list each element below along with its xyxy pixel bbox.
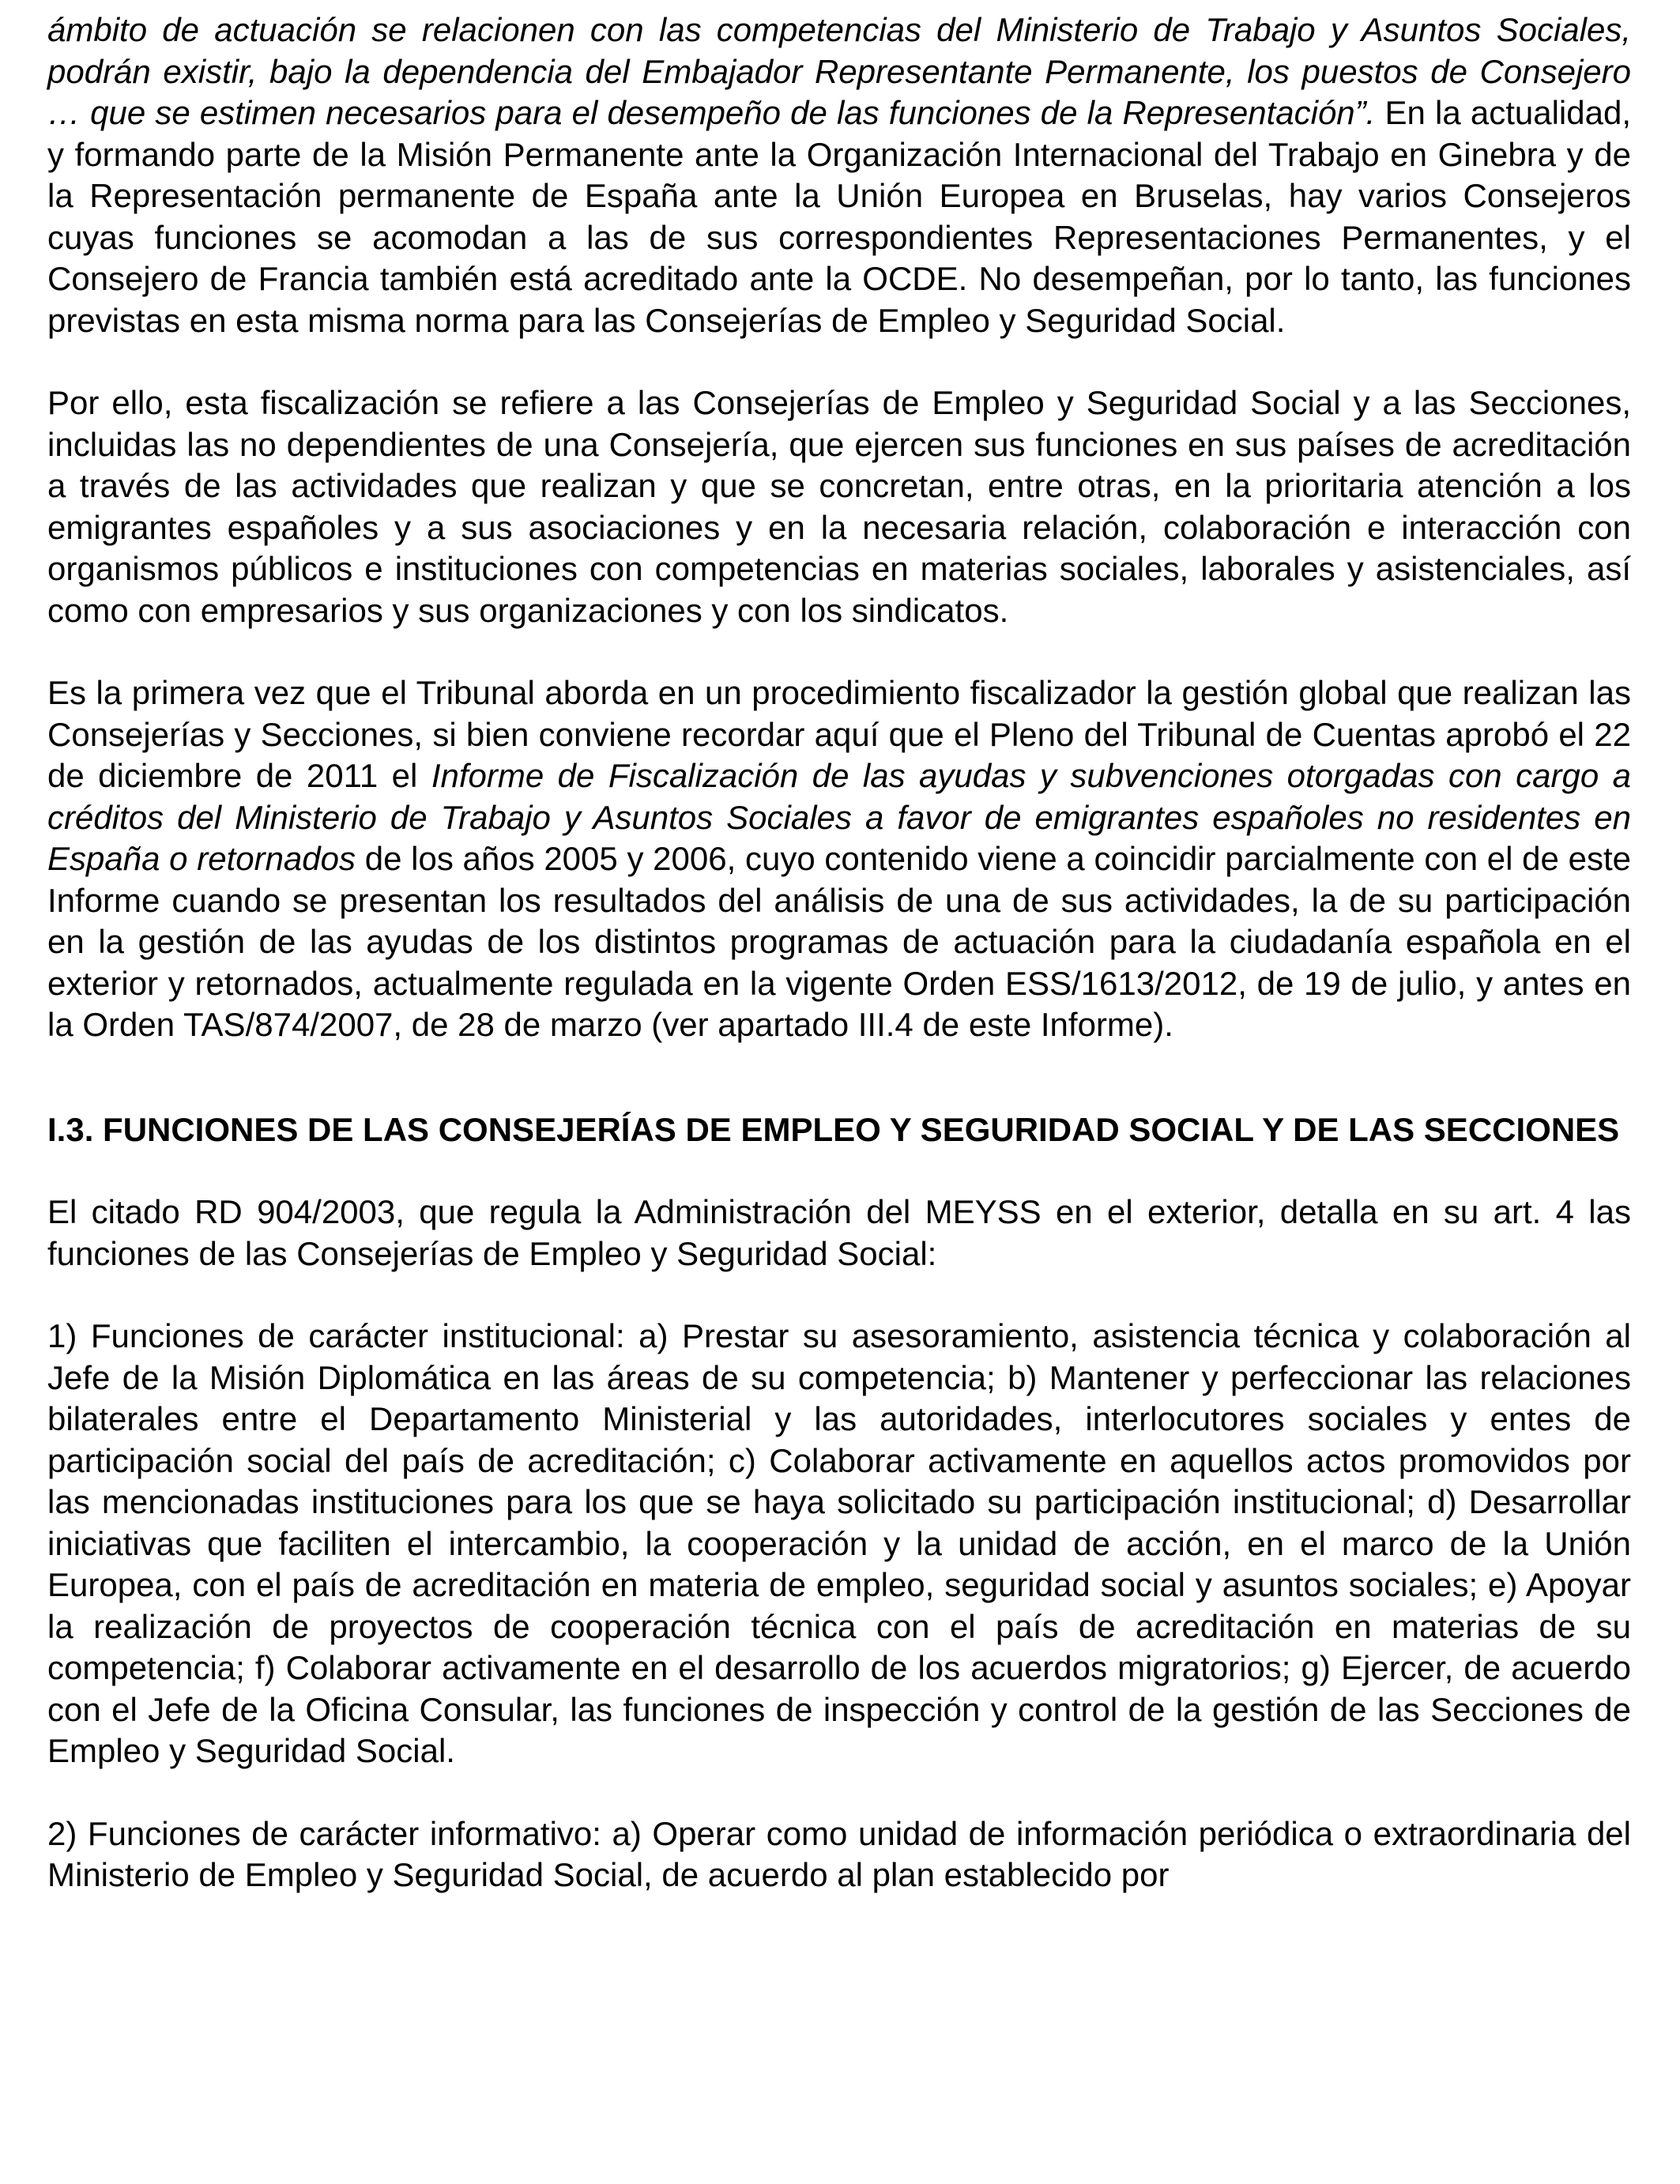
paragraph-informative-functions: 2) Funciones de carácter informativo: a) Operar como unidad de información periódica o extraordinaria del Ministerio de Empleo y Seguridad Social, de acuerdo al plan establecido por — [47, 1814, 1631, 1893]
paragraph-institutional-functions: 1) Funciones de carácter institucional: a) Prestar su asesoramiento, asistencia técnica y colaboración al Jefe de la Misión Diplomática en las áreas de su competencia; b) Mantener y perfeccionar las relaciones bilaterales entre el Departamento Ministerial y las autoridades, interlocutores sociales y entes de participación social del país de acreditación; c) Colaborar activamente en aquellos actos promovidos por las mencionadas instituciones para los que se haya solicitado su participación institucional; d) Desarrollar iniciativas que faciliten el intercambio, la cooperación y la unidad de acción, en el marco de la Unión Europea, con el país de acreditación en materia de empleo, seguridad social y asuntos sociales; e) Apoyar la realización de proyectos de cooperación técnica con el país de acreditación en materias de su competencia; f) Colaborar activamente en el desarrollo de los acuerdos migratorios; g) Ejercer, de acuerdo con el Jefe de la Oficina Consular, las funciones de inspección y control de la gestión de las Secciones de Empleo y Seguridad Social. — [47, 1317, 1631, 1769]
paragraph-text: de los años 2005 y 2006, cuyo contenido viene a coincidir parcialmente con el de este Informe cuando se presentan los resultados del análisis de una de sus actividades, la de su participación en la gestión de las ayudas de los distintos programas de actuación para la ciudadanía española en el exterior y retornados, actualmente regulada en la vigente Orden ESS/1613/2012, de 19 de julio, y antes en la Orden TAS/874/2007, de 28 de marzo (ver apartado III.4 de este Informe). — [47, 840, 1631, 1043]
paragraph-rd-intro: El citado RD 904/2003, que regula la Administración del MEYSS en el exterior, detalla en su art. 4 las funciones de las Consejerías de Empleo y Seguridad Social: — [47, 1193, 1631, 1272]
quoted-regulation-text: ámbito de actuación se relacionen con las competencias del Ministerio de Trabajo y Asuntos Sociales, podrán existir, bajo la dependencia del Embajador Representante Permanente, los puestos de Consejero … que se estimen necesarios para el desempeño de las funciones de la Representación”. — [47, 11, 1631, 131]
paragraph-scope: Por ello, esta fiscalización se refiere a las Consejerías de Empleo y Seguridad Social y a las Secciones, incluidas las no dependientes de una Consejería, que ejercen sus funciones en sus países de acreditación a través de las actividades que realizan y que se concretan, entre otras, en la prioritaria atención a los emigrantes españoles y a sus asociaciones y en la necesaria relación, colaboración e interacción con organismos públicos e instituciones con competencias en materias sociales, laborales y asistenciales, así como con empresarios y sus organizaciones y con los sindicatos. — [47, 384, 1631, 629]
section-heading: I.3. FUNCIONES DE LAS CONSEJERÍAS DE EMPLEO Y SEGURIDAD SOCIAL Y DE LAS SECCIONES — [47, 1110, 1620, 1148]
paragraph-text: En la actualidad, y formando parte de la Misión Permanente ante la Organización Internacional del Trabajo en Ginebra y de la Representación permanente de España ante la Unión Europea en Bruselas, hay varios Consejeros cuyas funciones se acomodan a las de sus correspondientes Representaciones Permanentes, y el Consejero de Francia también está acreditado ante la OCDE. No desempeñan, por lo tanto, las funciones previstas en esta misma norma para las Consejerías de Empleo y Seguridad Social. — [47, 94, 1632, 339]
document-page — [47, 9, 1631, 1896]
paragraph-previous-report — [47, 672, 1631, 1046]
report-title: Informe de Fiscalización de las ayudas y subvenciones otorgadas con cargo a créditos del Ministerio de Trabajo y Asuntos Sociales a favor de emigrantes españoles no residentes en España o retornados — [47, 757, 1631, 877]
paragraph-text: Es la primera vez que el Tribunal aborda en un procedimiento fiscalizador la gestión global que realizan las Consejerías y Secciones, si bien conviene recordar aquí que el Pleno del Tribunal de Cuentas aprobó el 22 de diciembre de 2011 el — [47, 674, 1631, 794]
paragraph-representaciones — [47, 9, 1631, 341]
